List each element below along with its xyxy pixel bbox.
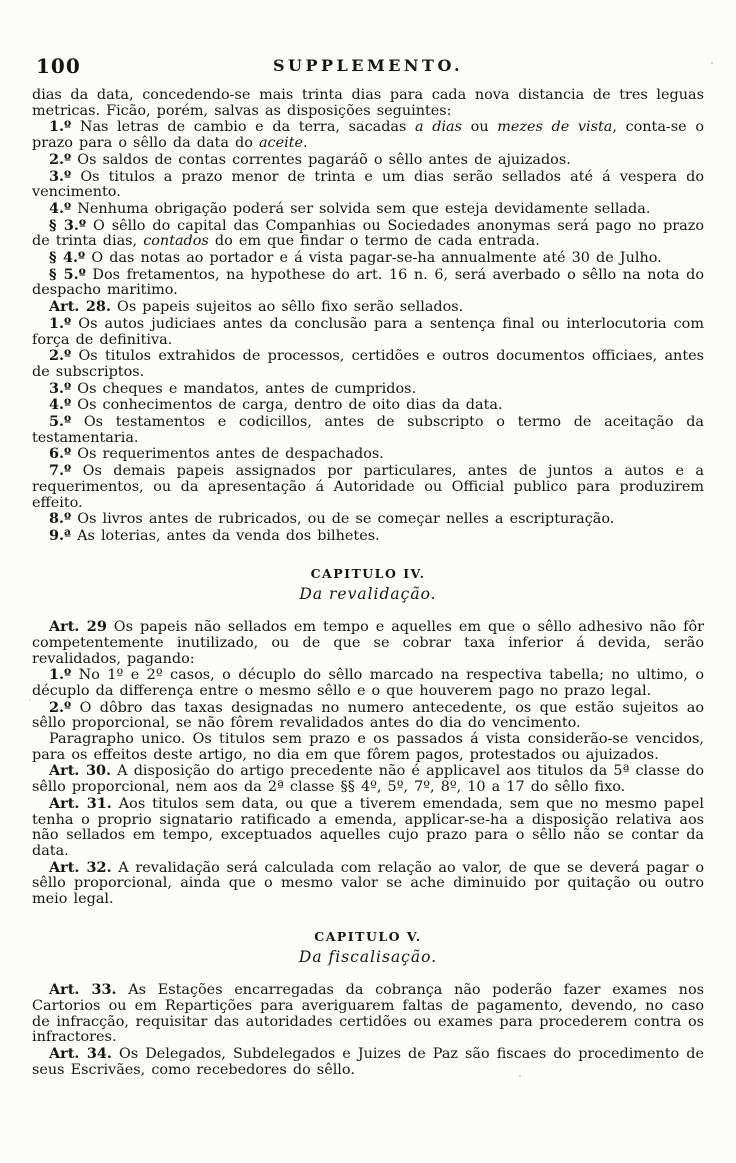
paragraph-text: Os testamentos e codicillos, antes de subscripto o termo de aceitação da testamentaria. bbox=[32, 414, 704, 446]
paragraph bbox=[32, 201, 704, 218]
page-header bbox=[32, 54, 704, 80]
paragraph-text: dias da data, concedendo-se mais trinta dias para cada nova distancia de tres leguas metricas. Ficão, porém, salvas as disposições seguintes: bbox=[32, 87, 704, 119]
paragraph-text: Os autos judiciaes antes da conclusão para a sentença final ou interlocutoria com força de definitiva. bbox=[32, 315, 704, 348]
paragraph-text: Aos titulos sem data, ou que a tiverem emendada, sem que no mesmo papel tenha o proprio signatario ratificado a emenda, applicar-se-ha a disposição relativa aos não sellados em tempo, exceptuados aquelles cujo prazo para o sêllo não se contar da data. bbox=[32, 795, 704, 859]
paragraph bbox=[32, 463, 704, 511]
paragraph-marker: § 5.º bbox=[49, 265, 86, 283]
paragraph-text: Os papeis sujeitos ao sêllo fixo serão sellados. bbox=[110, 299, 464, 316]
paragraph-marker: Art. 32. bbox=[49, 858, 112, 876]
paragraph-marker: Art. 30. bbox=[49, 762, 112, 780]
paragraph-marker: 6.º bbox=[49, 445, 72, 463]
paragraph-text: Os livros antes de rubricados, ou de se começar nelles a escripturação. bbox=[71, 511, 615, 528]
paragraph-marker: 9.ª bbox=[49, 526, 72, 544]
paragraph bbox=[32, 667, 704, 699]
paragraph-text: No 1º e 2º casos, o décuplo do sêllo marcado na respectiva tabella; no ultimo, o décuplo da differença entre o mesmo sêllo e o que houverem pago no prazo legal. bbox=[32, 667, 704, 699]
paragraph-text: Os titulos a prazo menor de trinta e um dias serão sellados até á vespera do vencimento. bbox=[32, 168, 704, 201]
paragraph-text: Os saldos de contas correntes pagaráõ o sêllo antes de ajuizados. bbox=[71, 151, 571, 168]
paragraph-text: Os titulos extrahidos de processos, certidões e outros documentos officiaes, antes de subscriptos. bbox=[32, 348, 704, 380]
paragraph bbox=[32, 796, 704, 860]
paragraph-text: As loterias, antes da venda dos bilhetes. bbox=[71, 527, 380, 544]
paragraph bbox=[32, 267, 704, 299]
paragraph-text: As Estações encarregadas da cobrança não poderão fazer exames nos Cartorios ou em Repartições para averiguarem faltas de pagamento, devendo, no caso de infracção, requisitar das autoridades certidões ou exames para procederem contra os infractores. bbox=[32, 982, 704, 1046]
paragraph-marker: 5.º bbox=[49, 413, 72, 431]
page-number: 100 bbox=[36, 54, 81, 78]
paragraph-marker: 1.º bbox=[49, 666, 72, 684]
paragraph bbox=[32, 982, 704, 1046]
chapter-title: Da revalidação. bbox=[299, 585, 437, 604]
paragraph-text: O sêllo do capital das Companhias ou Sociedades anonymas será pago no prazo de trinta dias, bbox=[32, 217, 705, 250]
paragraph-marker: 2.º bbox=[49, 347, 72, 365]
paragraph-marker: 1.º bbox=[49, 314, 72, 332]
paragraph-marker: 3.º bbox=[49, 167, 72, 185]
paragraph bbox=[32, 88, 704, 119]
paragraph-text: Os requerimentos antes de despachados. bbox=[71, 446, 384, 463]
paragraph-marker: Art. 34. bbox=[49, 1044, 112, 1062]
paragraph-text: Os cheques e mandatos, antes de cumpridos. bbox=[71, 380, 417, 397]
paragraph-marker: 3.º bbox=[49, 379, 72, 397]
paragraph-text: Dos fretamentos, na hypothese do art. 16 n. 6, será averbado o sêllo na nota do despacho maritimo. bbox=[32, 266, 704, 299]
paragraph-marker: 7.º bbox=[49, 462, 72, 480]
paragraph-marker: Art. 33. bbox=[49, 981, 117, 999]
paragraph bbox=[32, 299, 704, 316]
paragraph-text: Nas letras de cambio e da terra, sacadas bbox=[71, 119, 416, 136]
paragraph bbox=[32, 152, 704, 169]
paragraph bbox=[32, 397, 704, 414]
italic-term: aceite bbox=[258, 135, 304, 152]
paragraph-text: Os titulos sem prazo e os passados á vista considerão-se vencidos, para os effeitos deste artigo, no dia em que fôrem pagos, protestados ou ajuizados. bbox=[32, 731, 704, 763]
paragraph-text: ou bbox=[462, 119, 498, 136]
paragraph-text: O dôbro das taxas designadas no numero antecedente, os que estão sujeitos ao sêllo proporcional, se não fôrem revalidados antes do dia do vencimento. bbox=[32, 699, 704, 732]
paragraph bbox=[32, 700, 704, 732]
paragraph-marker: 8.º bbox=[49, 510, 72, 528]
paragraph-text: O das notas ao portador e á vista pagar-se-ha annualmente até 30 de Julho. bbox=[85, 250, 662, 267]
paragraph-marker: § 3.º bbox=[49, 216, 87, 234]
chapter-heading: CAPITULO V. bbox=[314, 928, 422, 944]
paragraph bbox=[32, 763, 704, 795]
paragraph-text: Paragrapho unico. bbox=[49, 731, 186, 748]
paragraph bbox=[32, 250, 704, 267]
paragraph bbox=[32, 316, 704, 348]
paragraph bbox=[32, 1046, 704, 1078]
paragraph-marker: 2.º bbox=[49, 698, 72, 716]
paragraph-text: Os papeis não sellados em tempo e aquelles em que o sêllo adhesivo não fôr competentemente inutilizado, ou de que se cobrar taxa inferior á devida, serão revalidados, pagando: bbox=[32, 619, 704, 667]
paragraph-text: Os demais papeis assignados por particulares, antes de juntos a autos e a requerimentos, ou da apresentação á Autoridade ou Official publico para produzirem effeito. bbox=[32, 463, 704, 511]
paragraph bbox=[32, 119, 704, 151]
page-body bbox=[32, 88, 704, 1078]
chapter-title: Da fiscalisação. bbox=[298, 948, 438, 967]
paragraph-text: A revalidação será calculada com relação ao valor, de que se deverá pagar o sêllo proporcional, ainda que o mesmo valor se ache diminuido por quitação ou outro meio legal. bbox=[32, 859, 704, 908]
paragraph bbox=[32, 732, 704, 763]
paragraph bbox=[32, 381, 704, 398]
paragraph-text: A disposição do artigo precedente não é applicavel aos titulos da 5ª classe do sêllo proporcional, nem aos da 2ª classe §§ 4º, 5º, 7º, 8º, 10 a 17 do sêllo fixo. bbox=[32, 763, 704, 796]
paragraph bbox=[32, 619, 704, 667]
paragraph bbox=[32, 218, 704, 250]
paragraph bbox=[32, 169, 704, 201]
italic-term: contados bbox=[143, 233, 209, 250]
chapter-heading: CAPITULO IV. bbox=[310, 565, 426, 581]
paragraph bbox=[32, 414, 704, 446]
paragraph-marker: Art. 31. bbox=[49, 794, 112, 812]
paragraph bbox=[32, 860, 704, 908]
paragraph-text: do em que findar o termo de cada entrada. bbox=[208, 233, 540, 250]
paragraph bbox=[32, 446, 704, 463]
paragraph-marker: 4.º bbox=[49, 396, 72, 414]
paragraph bbox=[32, 528, 704, 545]
paragraph-marker: 4.º bbox=[49, 199, 72, 217]
paragraph bbox=[32, 511, 704, 528]
paragraph-text: . bbox=[303, 135, 308, 152]
paragraph-marker: Art. 28. bbox=[49, 298, 111, 316]
paragraph-text: Os Delegados, Subdelegados e Juizes de Paz são fiscaes do procedimento de seus Escrivães, como recebedores do sêllo. bbox=[32, 1045, 704, 1078]
paragraph-text: , conta-se o prazo para o sêllo da data do bbox=[32, 119, 704, 152]
paragraph bbox=[32, 348, 704, 380]
italic-term: mezes de vista bbox=[497, 119, 613, 136]
running-header-title: SUPPLEMENTO. bbox=[272, 56, 464, 75]
paragraph-text: Os conhecimentos de carga, dentro de oito dias da data. bbox=[71, 397, 503, 414]
paragraph-marker: Art. 29 bbox=[49, 618, 107, 636]
paragraph-marker: § 4.º bbox=[49, 249, 86, 267]
italic-term: a dias bbox=[415, 119, 463, 136]
paragraph-marker: 1.º bbox=[49, 118, 72, 136]
paragraph-marker: 2.º bbox=[49, 150, 72, 168]
paragraph-text: Nenhuma obrigação poderá ser solvida sem que esteja devidamente sellada. bbox=[71, 200, 651, 217]
